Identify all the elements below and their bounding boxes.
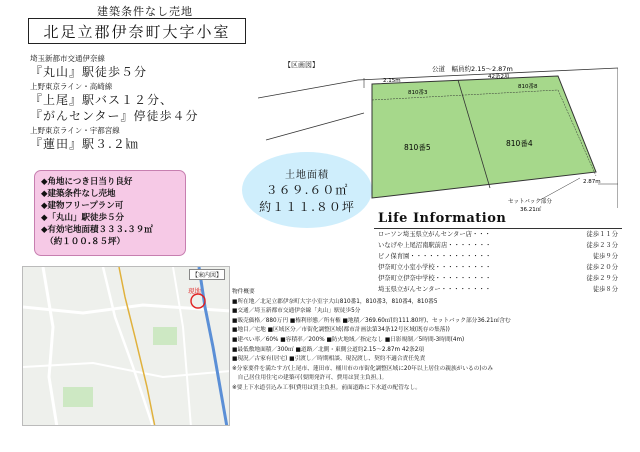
lot-label-810-3: 810番3: [408, 90, 428, 96]
lot-label-810-5: 810番5: [404, 143, 431, 152]
lot-label-810-4: 810番4: [506, 139, 533, 148]
station-info: 『蓮田』駅３.２㎞: [30, 137, 139, 151]
feature-item: （約１００.８５坪）: [41, 237, 125, 247]
train-line-name: 上野東京ライン・宇都宮線: [30, 126, 120, 135]
list-item: 伊奈町立伊奈中学校・・・・・・・・・ 徒歩２９分: [378, 274, 618, 282]
feature-item: ◆建築条件なし売地: [41, 189, 116, 199]
station-info: 『丸山』駅徒歩５分: [30, 65, 148, 79]
station-info: 『上尾』駅バス１２分、: [30, 93, 174, 107]
summary-row: ■所在地／北足立郡伊奈町大字小室字大山810番1，810番3，810番4，810番5: [232, 298, 438, 305]
train-line-name: 上野東京ライン・高崎線: [30, 82, 113, 91]
summary-row: ■販売価格／880万円 ■権利形態／所有権 ■地積／369.60㎡(約111.80坪)、セットバック部分36.21㎡含む: [232, 317, 511, 324]
category-label: 建築条件なし売地: [97, 5, 193, 18]
land-area-sqm: ３６９.６０㎡: [265, 182, 349, 197]
lot-polygon: [372, 76, 596, 198]
map-graphic: [23, 267, 230, 426]
summary-row: 自己居住用住宅の建築可(要開発許可、費用は買主負担。)。: [232, 375, 388, 382]
summary-row: ■最低敷地面積／300㎡ ■道路／北側・東側公道約2.15～2.87m 42条2項: [232, 346, 425, 353]
feature-item: ◆「丸山」駅徒歩５分: [41, 213, 125, 223]
dim-left-label: 2.15m: [383, 78, 401, 84]
setback-area-label: 36.21㎡: [520, 207, 542, 213]
summary-row: ■現況／古家有(居宅) ■引渡し／時期相談、現況渡し、契約不適合責任免責: [232, 356, 426, 363]
list-item: ローソン埼玉県立がんセンター店・・・ 徒歩１１分: [378, 231, 618, 238]
page-title: 北足立郡伊奈町大字小室: [28, 18, 246, 44]
summary-row: ■交通／埼玉新都市交通伊奈線「丸山」駅徒歩5分: [232, 308, 361, 315]
road-edge-line: [266, 113, 364, 140]
station-info: 『がんセンター』停徒歩４分: [30, 109, 199, 123]
train-line-name: 埼玉新都市交通伊奈線: [30, 54, 105, 63]
road-edge-line: [258, 80, 358, 98]
guide-map[interactable]: [22, 266, 230, 426]
list-item: 埼玉県立がんセンター・・・・・・・・ 徒歩８分: [378, 285, 618, 293]
feature-item: ◆建物フリープラン可: [41, 201, 124, 211]
setback-label: セットバック部分: [508, 199, 552, 205]
list-item: いなげや上尾沼南駅前店・・・・・・・ 徒歩２３分: [378, 241, 618, 249]
site-marker-label: 現地: [188, 287, 201, 295]
lot-plan-diagram: [258, 58, 618, 218]
plan-title: 【区画図】: [284, 61, 319, 69]
life-info-title: Life Information: [378, 211, 507, 226]
features-box: [34, 170, 186, 256]
road-width-label: 42条2項: [488, 74, 510, 80]
land-area-tsubo: 約１１１.８０坪: [259, 199, 355, 214]
divider: [374, 228, 622, 229]
map-label: 【案内図】: [189, 269, 225, 280]
summary-row: ※要上下水道引込み工事(費用は買主負担。前面道路に下水道の配管なし。: [232, 384, 421, 391]
summary-row: ※分家要件を満たす方(上尾市、蓮田市、桶川市の市街化調整区域に20年以上居住の親族がいるの)のみ: [232, 365, 494, 372]
land-area-label: 土地面積: [285, 169, 329, 181]
road-label: 公道 幅員約2.15～2.87m: [432, 65, 513, 73]
feature-item: ◆有効宅地面積３３３.３９㎡: [41, 225, 153, 235]
lot-label-810-8: 810番8: [518, 84, 538, 90]
summary-row: ■地目／宅地 ■区域区分／市街化調整区域(都市計画法第34条12号区域(既存の集落)): [232, 327, 450, 334]
list-item: ピノ保育園・・・・・・・・・・・・・ 徒歩９分: [378, 252, 618, 260]
life-info-list: [378, 230, 618, 295]
feature-item: ◆角地につき日当り良好: [41, 177, 133, 187]
summary-heading: 物件概要: [232, 289, 255, 295]
dim-right-label: 2.87m: [583, 179, 601, 185]
access-list: [30, 52, 250, 152]
property-summary: [232, 288, 632, 394]
summary-row: ■建ぺい率／60% ■容積率／200% ■防火地域／指定なし ■日影規制／5時間-3時間(4m): [232, 336, 465, 343]
leader-line: [540, 178, 580, 200]
list-item: 伊奈町立小室小学校・・・・・・・・・ 徒歩２０分: [378, 263, 618, 271]
